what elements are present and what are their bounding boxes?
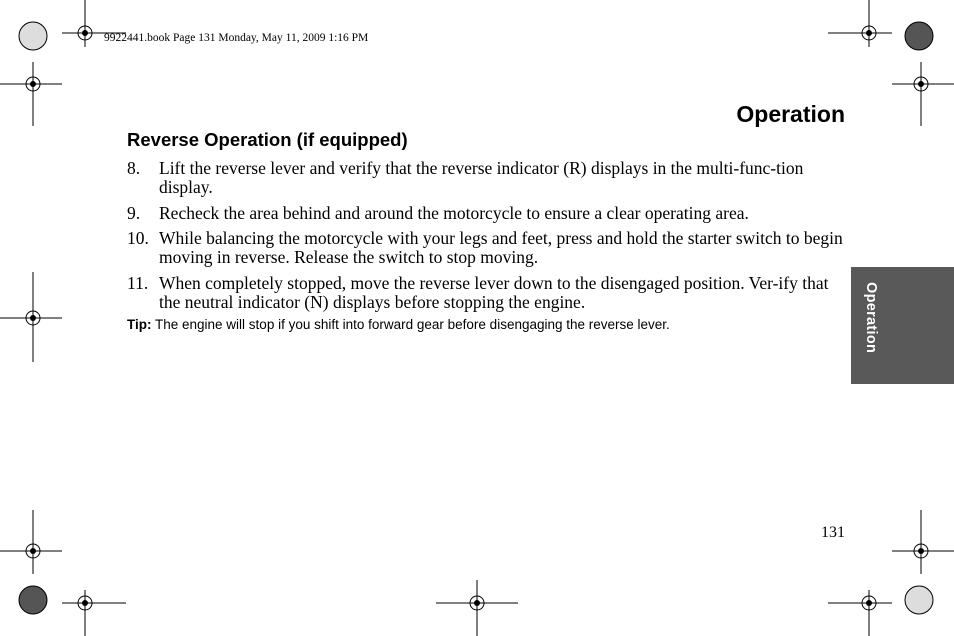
- step-number: 10.: [127, 228, 149, 248]
- subheading: Reverse Operation (if equipped): [127, 129, 408, 150]
- list-item: [127, 229, 845, 267]
- section-title: Operation: [736, 101, 845, 127]
- list-item: [127, 274, 845, 312]
- tip-text: The engine will stop if you shift into forward gear before disengaging the reverse lever.: [151, 317, 670, 332]
- step-text: Lift the reverse lever and verify that the reverse indicator (R) displays in the multi-func-tion display.: [159, 158, 804, 197]
- step-number: 9.: [127, 202, 141, 223]
- step-number: 11.: [127, 272, 149, 293]
- step-text: While balancing the motorcycle with your legs and feet, press and hold the starter switch to begin moving in reverse. Release the switch to stop moving.: [159, 228, 843, 267]
- tip-label: Tip:: [127, 317, 152, 332]
- page-number: 131: [821, 524, 845, 541]
- steps-list: [127, 159, 845, 318]
- book-page-info: 9922441.book Page 131 Monday, May 11, 2009 1:16 PM: [104, 32, 369, 44]
- side-tab-label: Operation: [863, 282, 879, 354]
- list-item: [127, 204, 845, 223]
- tip-note: [127, 317, 670, 332]
- list-item: [127, 159, 845, 197]
- step-text: When completely stopped, move the reverse lever down to the disengaged position. Ver-ify that the neutral indicator (N) displays before stopping the engine.: [159, 272, 829, 312]
- side-tab: [851, 267, 954, 384]
- step-text: Recheck the area behind and around the motorcycle to ensure a clear operating area.: [159, 202, 749, 223]
- step-number: 8.: [127, 158, 141, 178]
